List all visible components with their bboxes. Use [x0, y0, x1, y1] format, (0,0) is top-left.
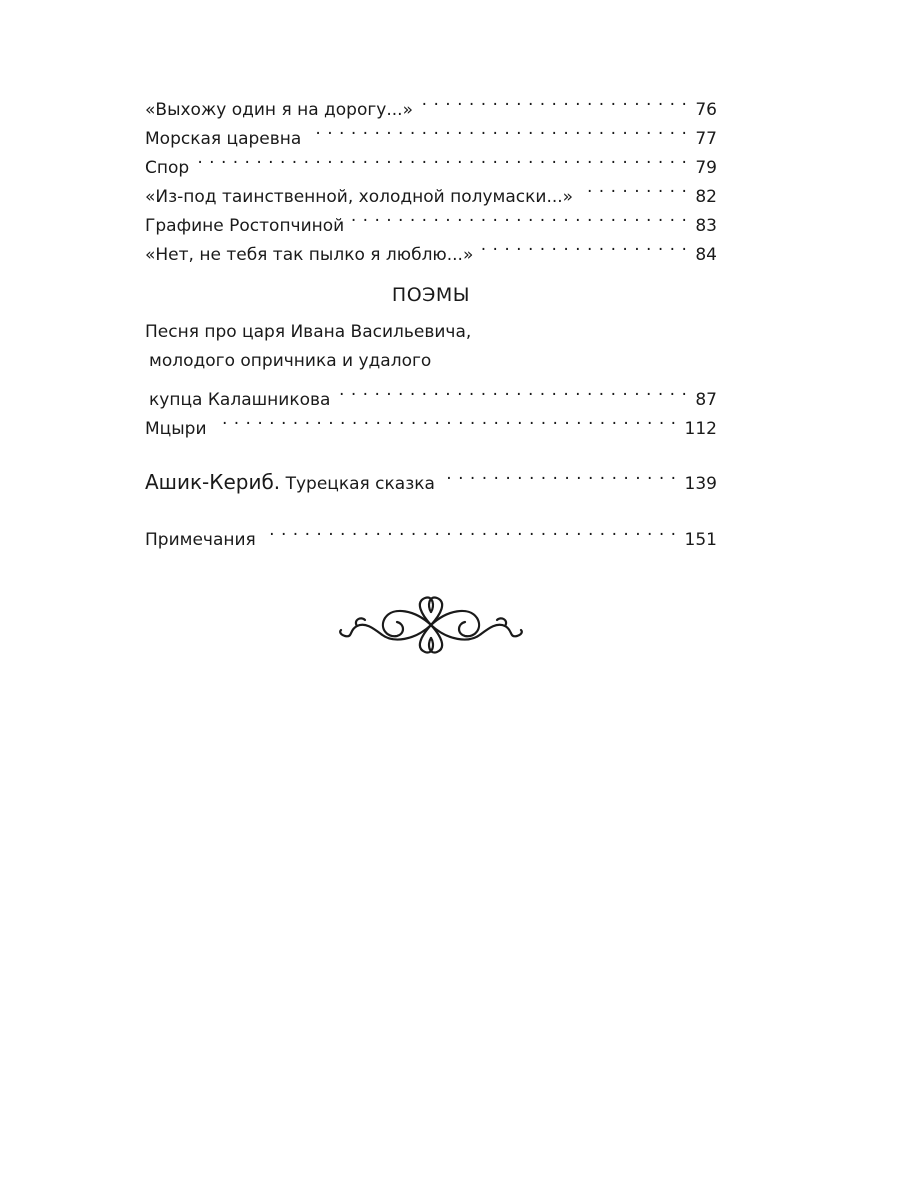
- toc-entry-title: Примечания: [145, 530, 256, 550]
- toc-leader-dots: [352, 202, 687, 231]
- toc-entry: [145, 144, 717, 178]
- section-heading-poems: ПОЭМЫ: [391, 284, 471, 306]
- toc-leader-dots: [421, 86, 687, 115]
- toc-entry: [145, 405, 717, 439]
- toc-entry: [145, 231, 717, 265]
- toc-entry: [145, 115, 717, 149]
- toc-entry: [145, 202, 717, 236]
- toc-entry-title: «Из-под таинственной, холодной полумаски...»: [145, 187, 574, 207]
- toc-leader-dots: [443, 460, 677, 489]
- toc-entry-page: 83: [695, 216, 717, 236]
- toc-entry: [145, 460, 717, 494]
- toc-entry: [145, 376, 717, 410]
- toc-entry-page: 77: [695, 129, 717, 149]
- toc-entry-title: Спор: [145, 158, 190, 178]
- toc-long-poems: [145, 318, 717, 439]
- toc-poems-list: [145, 86, 717, 265]
- flourish-ornament-icon: [335, 592, 527, 658]
- toc-entry-title-line: Песня про царя Ивана Васильевича,: [145, 322, 472, 342]
- toc-entry-page: 84: [695, 245, 717, 265]
- toc-entry-title-line: молодого опричника и удалого: [149, 351, 432, 371]
- toc-leader-dots: [309, 115, 687, 144]
- toc-entry-page: 112: [684, 419, 717, 439]
- toc-leader-dots: [197, 144, 687, 173]
- toc-entry-page: 82: [695, 187, 717, 207]
- toc-tale: [145, 460, 717, 494]
- toc-entry: [145, 516, 717, 550]
- toc-entry-page: 139: [684, 474, 717, 494]
- toc-entry-page: 151: [684, 530, 717, 550]
- toc-leader-dots: [581, 173, 687, 202]
- toc-leader-dots: [215, 405, 677, 434]
- toc-leader-dots: [338, 376, 687, 405]
- toc-entry-page: 87: [695, 390, 717, 410]
- toc-leader-dots: [264, 516, 677, 545]
- toc-entry-page: 79: [695, 158, 717, 178]
- toc-notes: [145, 516, 717, 550]
- toc-entry-title: [145, 468, 443, 499]
- toc-entry-title: «Выхожу один я на дорогу...»: [145, 100, 413, 120]
- toc-entry-page: 76: [695, 100, 717, 120]
- toc-entry-title: Морская царевна: [145, 129, 302, 149]
- toc-entry-title: «Нет, не тебя так пылко я люблю...»: [145, 245, 474, 265]
- tale-subtitle: Турецкая сказка: [285, 474, 435, 494]
- toc-leader-dots: [481, 231, 687, 260]
- toc-entry: [145, 86, 717, 120]
- toc-entry: [145, 173, 717, 207]
- toc-entry-title: Графине Ростопчиной: [145, 216, 345, 236]
- toc-entry-title: купца Калашникова: [149, 390, 331, 410]
- tale-title: Ашик-Кериб.: [145, 470, 281, 494]
- toc-entry-title: Мцыри: [145, 419, 207, 439]
